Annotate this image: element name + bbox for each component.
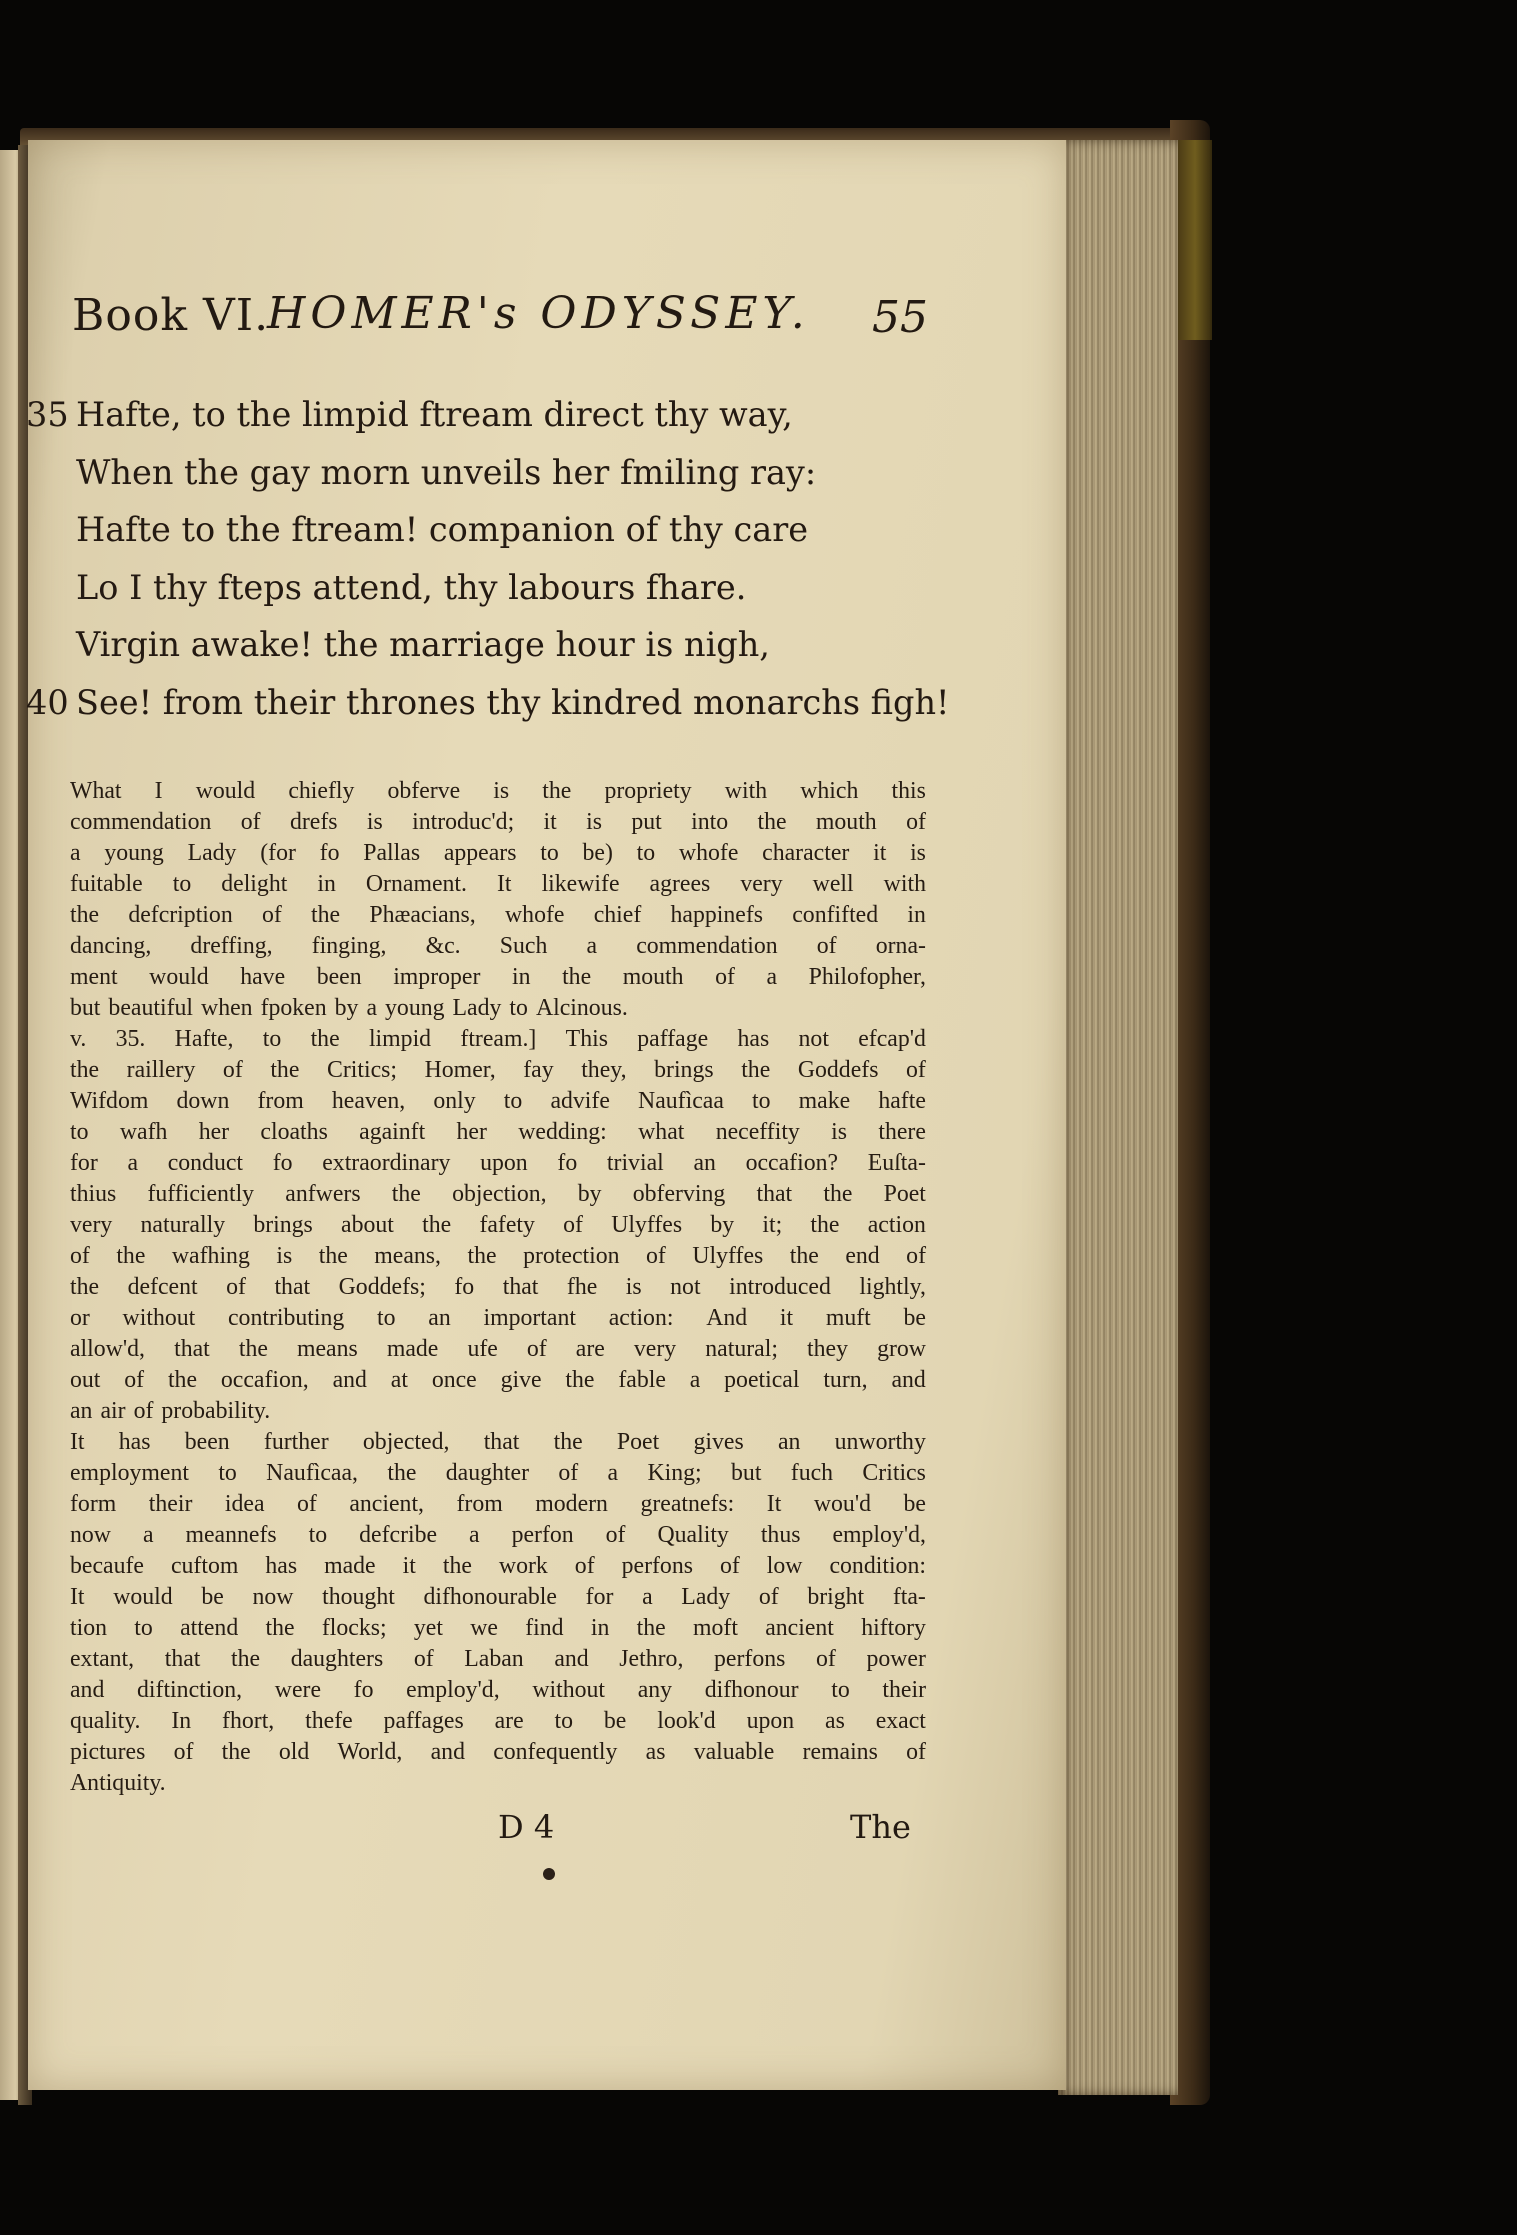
verse-line [26, 385, 926, 443]
verse-line [26, 443, 926, 501]
page-fore-edge [1058, 140, 1178, 2095]
note-line: very naturally brings about the fafety of Ulyffes by it; the action [70, 1212, 926, 1238]
note-line: ment would have been improper in the mouth of a Philofopher, [70, 964, 926, 990]
note-line: becaufe cuftom has made it the work of perfons of low condition: [70, 1553, 926, 1579]
verse-line-number: 35 [26, 395, 69, 434]
signature-mark: D 4 [498, 1808, 555, 1846]
note-line: of the wafhing is the means, the protection of Ulyffes the end of [70, 1243, 926, 1269]
verse-line [26, 558, 926, 616]
note-line: or without contributing to an important action: And it muft be [70, 1305, 926, 1331]
note-line: the defcription of the Phæacians, whofe chief happinefs confifted in [70, 902, 926, 928]
verse-line-number: 40 [26, 682, 69, 722]
note-line: to wafh her cloaths againft her wedding: what neceffity is there [70, 1119, 926, 1145]
commentary-notes [70, 776, 926, 1799]
note-line: tion to attend the flocks; yet we find in the moft ancient hiftory [70, 1615, 926, 1641]
note-line: the defcent of that Goddefs; fo that fhe is not introduced lightly, [70, 1274, 926, 1300]
note-line: thius fufficiently anfwers the objection, by obferving that the Poet [70, 1181, 926, 1207]
note-line: a young Lady (for fo Pallas appears to be) to whofe character it is [70, 840, 926, 866]
verse-line-text: See! from their thrones thy kindred monarchs figh! [76, 682, 950, 722]
ink-dot [543, 1868, 555, 1880]
note-line: extant, that the daughters of Laban and Jethro, perfons of power [70, 1646, 926, 1672]
note-line: commendation of drefs is introduc'd; it is put into the mouth of [70, 809, 926, 835]
verse-line-text: Virgin awake! the marriage hour is nigh, [76, 625, 770, 664]
note-line: out of the occafion, and at once give the fable a poetical turn, and [70, 1367, 926, 1393]
note-line: for a conduct fo extraordinary upon fo trivial an occafion? Euſta- [70, 1150, 926, 1176]
page-number: 55 [872, 292, 928, 343]
note-line: but beautiful when fpoken by a young Lady to Alcinous. [70, 995, 628, 1021]
note-line: v. 35. Hafte, to the limpid ftream.] This paffage has not efcap'd [70, 1026, 926, 1052]
spine-gilt-mark [1178, 140, 1212, 340]
note-line: allow'd, that the means made ufe of are very natural; they grow [70, 1336, 926, 1362]
note-line: and diftinction, were fo employ'd, without any difhonour to their [70, 1677, 926, 1703]
note-line: form their idea of ancient, from modern greatnefs: It wou'd be [70, 1491, 926, 1517]
note-line: It would be now thought difhonourable for a Lady of bright fta- [70, 1584, 926, 1610]
verse-block [26, 385, 950, 730]
verse-line-text: Hafte to the ftream! companion of thy care [76, 510, 809, 549]
running-head-title: HOMER's ODYSSEY. [267, 288, 810, 339]
note-line: now a meannefs to defcribe a perfon of Quality thus employ'd, [70, 1522, 926, 1548]
note-line: fuitable to delight in Ornament. It likewife agrees very well with [70, 871, 926, 897]
verse-line [26, 500, 926, 558]
note-line: pictures of the old World, and confequently as valuable remains of [70, 1739, 926, 1765]
note-line: employment to Naufìcaa, the daughter of a King; but fuch Critics [70, 1460, 926, 1486]
note-line: dancing, dreffing, finging, &c. Such a commendation of orna- [70, 933, 926, 959]
verse-line-text: When the gay morn unveils her fmiling ray: [76, 452, 817, 492]
note-line: quality. In fhort, thefe paffages are to be look'd upon as exact [70, 1708, 926, 1734]
verse-line-text: Hafte, to the limpid ftream direct thy way, [76, 395, 793, 434]
note-line: the raillery of the Critics; Homer, fay they, brings the Goddefs of [70, 1057, 926, 1083]
running-head-book: Book VI. [72, 290, 270, 341]
note-line: an air of probability. [70, 1398, 271, 1424]
note-line: It has been further objected, that the Poet gives an unworthy [70, 1429, 926, 1455]
verse-line [26, 615, 926, 673]
note-line: Antiquity. [70, 1770, 166, 1796]
verse-line-text: Lo I thy fteps attend, thy labours fhare. [76, 567, 747, 607]
note-line: Wifdom down from heaven, only to advife Naufìcaa to make hafte [70, 1088, 926, 1114]
running-head [72, 290, 932, 370]
note-line: What I would chiefly obferve is the propriety with which this [70, 778, 926, 804]
verse-line [26, 673, 950, 731]
page-footer [70, 1808, 926, 1858]
catchword: The [850, 1808, 911, 1846]
